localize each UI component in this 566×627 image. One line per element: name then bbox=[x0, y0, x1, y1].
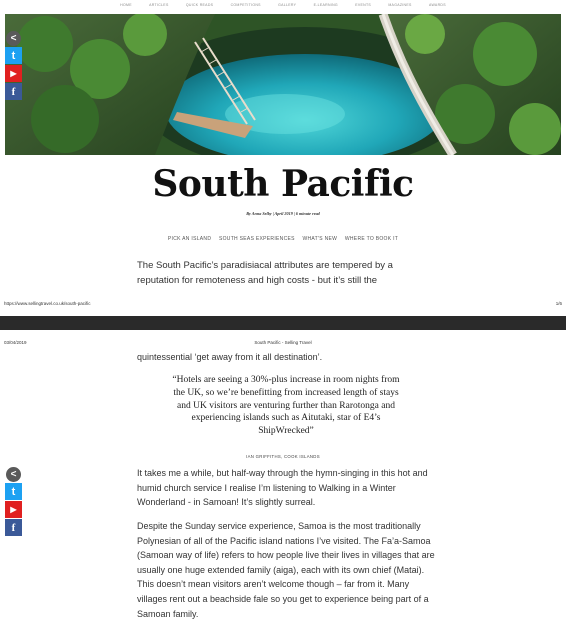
nav-quick-reads[interactable]: QUICK READS bbox=[185, 3, 214, 7]
facebook-icon[interactable]: f bbox=[5, 519, 22, 536]
nav-awards[interactable]: AWARDS bbox=[428, 3, 446, 7]
nav-competitions[interactable]: COMPETITIONS bbox=[230, 3, 261, 7]
youtube-icon[interactable]: ▶ bbox=[5, 501, 22, 518]
page-2 bbox=[0, 330, 566, 627]
byline: By Anna Selby | April 2019 | 6 minute read bbox=[246, 211, 320, 216]
body-paragraph: Despite the Sunday service experience, Samoa is the most traditionally Polynesian of all of the Pacific island nations I’ve visited. The Fa’a-Samoa (Samoan way of life) refers to how people live their lives in villages that are usually one huge extended family (aiga), each with its own chief (Matai). This doesn’t mean visitors aren’t welcome though – far from it. Many villages rent out a beachside fale so you get to experience being part of a Samoan family. bbox=[137, 521, 435, 619]
chevron-left-icon[interactable]: < bbox=[6, 31, 21, 46]
subnav-south-seas-experiences[interactable]: SOUTH SEAS EXPERIENCES bbox=[218, 236, 295, 242]
twitter-icon[interactable]: t bbox=[5, 483, 22, 500]
nav-gallery[interactable]: GALLERY bbox=[278, 3, 297, 7]
nav-magazines[interactable]: MAGAZINES bbox=[388, 3, 412, 7]
pull-quote: “Hotels are seeing a 30%-plus increase in room nights from the UK, so we’re benefitting from increased length of stays and UK visitors are venturing further than Rarotonga and experiencing islands such as Aitutaki, star of E4’s ShipWrecked” bbox=[172, 375, 400, 437]
top-navigation bbox=[0, 3, 566, 7]
intro-paragraph: The South Pacific’s paradisiacal attributes are tempered by a reputation for remoteness and high costs - but it’s still the bbox=[137, 260, 393, 286]
subnav-pick-an-island[interactable]: PICK AN ISLAND bbox=[167, 236, 212, 242]
hero-image bbox=[5, 14, 561, 155]
subnav-where-to-book-it[interactable]: WHERE TO BOOK IT bbox=[344, 236, 399, 242]
print-header: South Pacific - Selling Travel bbox=[254, 340, 312, 345]
social-sidebar-2 bbox=[5, 467, 22, 537]
hero-illustration bbox=[5, 14, 561, 155]
body-paragraph: It takes me a while, but half-way through the hymn-singing in this hot and humid church service I realise I’m listening to Walking in a Winter Wonderland - in Samoan! It’s slightly surreal. bbox=[137, 468, 428, 508]
subnav-whats-new[interactable]: WHAT'S NEW bbox=[302, 236, 338, 242]
section-navigation bbox=[0, 236, 566, 242]
quote-attribution: IAN GRIFFITHS, COOK ISLANDS bbox=[246, 454, 320, 459]
footer-url: https://www.sellingtravel.co.uk/south-pacific bbox=[4, 301, 91, 306]
social-sidebar bbox=[5, 31, 22, 101]
nav-e-learning[interactable]: E-LEARNING bbox=[313, 3, 338, 7]
nav-events[interactable]: EVENTS bbox=[355, 3, 372, 7]
page-title: South Pacific bbox=[152, 163, 414, 205]
page-divider bbox=[0, 316, 566, 330]
nav-home[interactable]: HOME bbox=[120, 3, 132, 7]
facebook-icon[interactable]: f bbox=[5, 83, 22, 100]
twitter-icon[interactable]: t bbox=[5, 47, 22, 64]
continued-text: quintessential ‘get away from it all destination’. bbox=[137, 352, 323, 362]
youtube-icon[interactable]: ▶ bbox=[5, 65, 22, 82]
chevron-left-icon[interactable]: < bbox=[6, 467, 21, 482]
nav-articles[interactable]: ARTICLES bbox=[149, 3, 169, 7]
page-number: 1/6 bbox=[555, 301, 562, 306]
print-date: 03/04/2019 bbox=[4, 340, 27, 345]
